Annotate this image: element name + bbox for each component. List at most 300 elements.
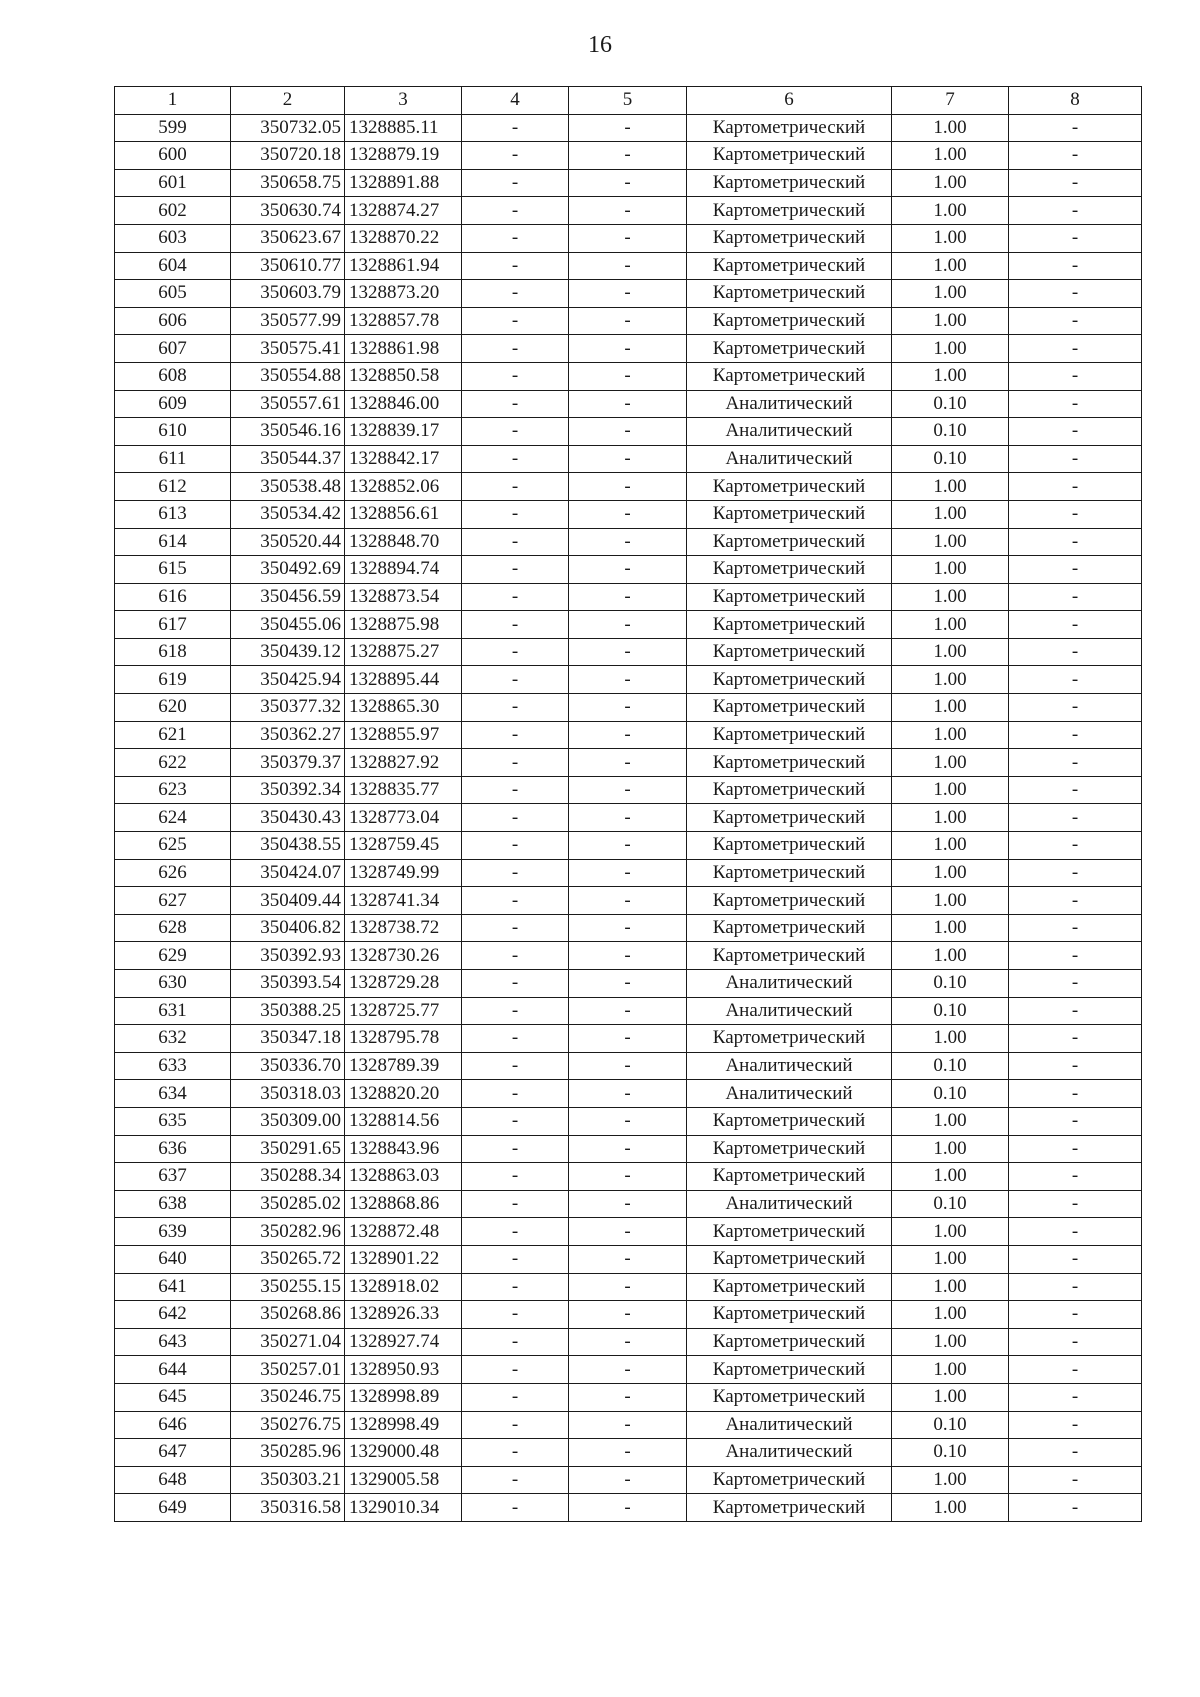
- column-4-cell: -: [462, 252, 569, 280]
- column-4-cell: -: [462, 1273, 569, 1301]
- x-coordinate-cell: 350388.25: [231, 997, 345, 1025]
- y-coordinate-cell: 1328894.74: [345, 556, 462, 584]
- table-body: [115, 114, 1142, 1521]
- column-4-cell: -: [462, 1328, 569, 1356]
- x-coordinate-cell: 350409.44: [231, 887, 345, 915]
- accuracy-cell: 0.10: [892, 997, 1009, 1025]
- column-8-cell: -: [1009, 832, 1142, 860]
- column-8-cell: -: [1009, 390, 1142, 418]
- x-coordinate-cell: 350658.75: [231, 169, 345, 197]
- point-number-cell: 619: [115, 666, 231, 694]
- accuracy-cell: 1.00: [892, 556, 1009, 584]
- column-5-cell: -: [569, 942, 687, 970]
- point-number-cell: 632: [115, 1025, 231, 1053]
- table-row: [115, 528, 1142, 556]
- column-5-cell: -: [569, 500, 687, 528]
- point-number-cell: 601: [115, 169, 231, 197]
- table-row: [115, 390, 1142, 418]
- column-4-cell: -: [462, 1494, 569, 1522]
- column-5-cell: -: [569, 1383, 687, 1411]
- column-header-7: 7: [892, 87, 1009, 115]
- column-8-cell: -: [1009, 749, 1142, 777]
- table-row: [115, 252, 1142, 280]
- table-row: [115, 1107, 1142, 1135]
- x-coordinate-cell: 350379.37: [231, 749, 345, 777]
- column-8-cell: -: [1009, 1411, 1142, 1439]
- column-5-cell: -: [569, 749, 687, 777]
- method-cell: Картометрический: [687, 1494, 892, 1522]
- y-coordinate-cell: 1328879.19: [345, 142, 462, 170]
- table-row: [115, 1080, 1142, 1108]
- method-cell: Картометрический: [687, 694, 892, 722]
- point-number-cell: 641: [115, 1273, 231, 1301]
- column-8-cell: -: [1009, 197, 1142, 225]
- y-coordinate-cell: 1328875.27: [345, 638, 462, 666]
- column-4-cell: -: [462, 335, 569, 363]
- y-coordinate-cell: 1329010.34: [345, 1494, 462, 1522]
- accuracy-cell: 1.00: [892, 1135, 1009, 1163]
- method-cell: Аналитический: [687, 970, 892, 998]
- column-5-cell: -: [569, 997, 687, 1025]
- column-5-cell: -: [569, 114, 687, 142]
- x-coordinate-cell: 350630.74: [231, 197, 345, 225]
- accuracy-cell: 1.00: [892, 942, 1009, 970]
- x-coordinate-cell: 350347.18: [231, 1025, 345, 1053]
- table-row: [115, 1218, 1142, 1246]
- column-4-cell: -: [462, 197, 569, 225]
- table-row: [115, 942, 1142, 970]
- column-4-cell: -: [462, 1190, 569, 1218]
- column-8-cell: -: [1009, 666, 1142, 694]
- y-coordinate-cell: 1328863.03: [345, 1163, 462, 1191]
- x-coordinate-cell: 350455.06: [231, 611, 345, 639]
- method-cell: Аналитический: [687, 1439, 892, 1467]
- column-8-cell: -: [1009, 114, 1142, 142]
- column-5-cell: -: [569, 224, 687, 252]
- table-row: [115, 1163, 1142, 1191]
- column-4-cell: -: [462, 114, 569, 142]
- point-number-cell: 613: [115, 500, 231, 528]
- y-coordinate-cell: 1328950.93: [345, 1356, 462, 1384]
- x-coordinate-cell: 350392.93: [231, 942, 345, 970]
- point-number-cell: 634: [115, 1080, 231, 1108]
- method-cell: Картометрический: [687, 914, 892, 942]
- table-row: [115, 169, 1142, 197]
- x-coordinate-cell: 350456.59: [231, 583, 345, 611]
- method-cell: Картометрический: [687, 749, 892, 777]
- column-4-cell: -: [462, 142, 569, 170]
- column-4-cell: -: [462, 473, 569, 501]
- y-coordinate-cell: 1328857.78: [345, 307, 462, 335]
- table-row: [115, 776, 1142, 804]
- column-4-cell: -: [462, 445, 569, 473]
- column-5-cell: -: [569, 1356, 687, 1384]
- x-coordinate-cell: 350316.58: [231, 1494, 345, 1522]
- method-cell: Картометрический: [687, 1107, 892, 1135]
- column-8-cell: -: [1009, 1494, 1142, 1522]
- point-number-cell: 646: [115, 1411, 231, 1439]
- point-number-cell: 612: [115, 473, 231, 501]
- table-row: [115, 749, 1142, 777]
- x-coordinate-cell: 350492.69: [231, 556, 345, 584]
- accuracy-cell: 1.00: [892, 804, 1009, 832]
- point-number-cell: 607: [115, 335, 231, 363]
- column-4-cell: -: [462, 721, 569, 749]
- column-8-cell: -: [1009, 1135, 1142, 1163]
- table-row: [115, 1135, 1142, 1163]
- y-coordinate-cell: 1328926.33: [345, 1301, 462, 1329]
- column-4-cell: -: [462, 776, 569, 804]
- column-5-cell: -: [569, 1025, 687, 1053]
- method-cell: Картометрический: [687, 1218, 892, 1246]
- accuracy-cell: 0.10: [892, 1080, 1009, 1108]
- column-8-cell: -: [1009, 1218, 1142, 1246]
- y-coordinate-cell: 1328861.94: [345, 252, 462, 280]
- y-coordinate-cell: 1328741.34: [345, 887, 462, 915]
- column-8-cell: -: [1009, 1356, 1142, 1384]
- table-row: [115, 859, 1142, 887]
- column-8-cell: -: [1009, 1190, 1142, 1218]
- accuracy-cell: 1.00: [892, 1218, 1009, 1246]
- table-row: [115, 1356, 1142, 1384]
- column-4-cell: -: [462, 1301, 569, 1329]
- y-coordinate-cell: 1328998.49: [345, 1411, 462, 1439]
- point-number-cell: 623: [115, 776, 231, 804]
- point-number-cell: 642: [115, 1301, 231, 1329]
- column-5-cell: -: [569, 1245, 687, 1273]
- column-5-cell: -: [569, 1301, 687, 1329]
- accuracy-cell: 1.00: [892, 721, 1009, 749]
- table-row: [115, 142, 1142, 170]
- column-4-cell: -: [462, 1025, 569, 1053]
- accuracy-cell: 1.00: [892, 280, 1009, 308]
- y-coordinate-cell: 1328874.27: [345, 197, 462, 225]
- column-5-cell: -: [569, 1163, 687, 1191]
- accuracy-cell: 1.00: [892, 1107, 1009, 1135]
- column-5-cell: -: [569, 252, 687, 280]
- column-8-cell: -: [1009, 1052, 1142, 1080]
- y-coordinate-cell: 1328789.39: [345, 1052, 462, 1080]
- table-row: [115, 224, 1142, 252]
- accuracy-cell: 1.00: [892, 169, 1009, 197]
- table-row: [115, 970, 1142, 998]
- column-5-cell: -: [569, 1190, 687, 1218]
- method-cell: Картометрический: [687, 611, 892, 639]
- column-4-cell: -: [462, 859, 569, 887]
- point-number-cell: 648: [115, 1466, 231, 1494]
- table-row: [115, 307, 1142, 335]
- accuracy-cell: 1.00: [892, 1163, 1009, 1191]
- column-8-cell: -: [1009, 307, 1142, 335]
- column-4-cell: -: [462, 942, 569, 970]
- column-8-cell: -: [1009, 1025, 1142, 1053]
- x-coordinate-cell: 350255.15: [231, 1273, 345, 1301]
- x-coordinate-cell: 350439.12: [231, 638, 345, 666]
- method-cell: Аналитический: [687, 1411, 892, 1439]
- point-number-cell: 637: [115, 1163, 231, 1191]
- accuracy-cell: 0.10: [892, 1439, 1009, 1467]
- column-5-cell: -: [569, 666, 687, 694]
- y-coordinate-cell: 1328861.98: [345, 335, 462, 363]
- table-row: [115, 721, 1142, 749]
- column-5-cell: -: [569, 1494, 687, 1522]
- method-cell: Картометрический: [687, 224, 892, 252]
- y-coordinate-cell: 1328850.58: [345, 362, 462, 390]
- table-row: [115, 362, 1142, 390]
- x-coordinate-cell: 350271.04: [231, 1328, 345, 1356]
- table-row: [115, 500, 1142, 528]
- point-number-cell: 615: [115, 556, 231, 584]
- column-header-2: 2: [231, 87, 345, 115]
- column-5-cell: -: [569, 583, 687, 611]
- table-row: [115, 1328, 1142, 1356]
- x-coordinate-cell: 350425.94: [231, 666, 345, 694]
- point-number-cell: 645: [115, 1383, 231, 1411]
- column-4-cell: -: [462, 1245, 569, 1273]
- column-4-cell: -: [462, 280, 569, 308]
- point-number-cell: 628: [115, 914, 231, 942]
- point-number-cell: 603: [115, 224, 231, 252]
- x-coordinate-cell: 350309.00: [231, 1107, 345, 1135]
- table-row: [115, 114, 1142, 142]
- method-cell: Картометрический: [687, 1025, 892, 1053]
- column-4-cell: -: [462, 362, 569, 390]
- y-coordinate-cell: 1328895.44: [345, 666, 462, 694]
- column-4-cell: -: [462, 1080, 569, 1108]
- column-8-cell: -: [1009, 970, 1142, 998]
- accuracy-cell: 1.00: [892, 776, 1009, 804]
- column-5-cell: -: [569, 307, 687, 335]
- accuracy-cell: 1.00: [892, 749, 1009, 777]
- column-5-cell: -: [569, 473, 687, 501]
- column-5-cell: -: [569, 804, 687, 832]
- column-5-cell: -: [569, 1273, 687, 1301]
- x-coordinate-cell: 350291.65: [231, 1135, 345, 1163]
- column-4-cell: -: [462, 307, 569, 335]
- y-coordinate-cell: 1328814.56: [345, 1107, 462, 1135]
- method-cell: Картометрический: [687, 721, 892, 749]
- x-coordinate-cell: 350577.99: [231, 307, 345, 335]
- y-coordinate-cell: 1328729.28: [345, 970, 462, 998]
- column-4-cell: -: [462, 1218, 569, 1246]
- column-4-cell: -: [462, 1466, 569, 1494]
- y-coordinate-cell: 1328773.04: [345, 804, 462, 832]
- column-4-cell: -: [462, 804, 569, 832]
- accuracy-cell: 0.10: [892, 418, 1009, 446]
- y-coordinate-cell: 1328885.11: [345, 114, 462, 142]
- column-5-cell: -: [569, 1052, 687, 1080]
- accuracy-cell: 1.00: [892, 694, 1009, 722]
- table-row: [115, 914, 1142, 942]
- table-row: [115, 1383, 1142, 1411]
- y-coordinate-cell: 1328873.20: [345, 280, 462, 308]
- column-5-cell: -: [569, 197, 687, 225]
- column-4-cell: -: [462, 749, 569, 777]
- method-cell: Картометрический: [687, 142, 892, 170]
- accuracy-cell: 1.00: [892, 500, 1009, 528]
- x-coordinate-cell: 350318.03: [231, 1080, 345, 1108]
- table-row: [115, 197, 1142, 225]
- point-number-cell: 629: [115, 942, 231, 970]
- y-coordinate-cell: 1328842.17: [345, 445, 462, 473]
- accuracy-cell: 1.00: [892, 335, 1009, 363]
- method-cell: Картометрический: [687, 638, 892, 666]
- x-coordinate-cell: 350377.32: [231, 694, 345, 722]
- point-number-cell: 639: [115, 1218, 231, 1246]
- column-8-cell: -: [1009, 169, 1142, 197]
- y-coordinate-cell: 1328725.77: [345, 997, 462, 1025]
- x-coordinate-cell: 350285.96: [231, 1439, 345, 1467]
- y-coordinate-cell: 1328856.61: [345, 500, 462, 528]
- point-number-cell: 620: [115, 694, 231, 722]
- point-number-cell: 626: [115, 859, 231, 887]
- point-number-cell: 647: [115, 1439, 231, 1467]
- x-coordinate-cell: 350406.82: [231, 914, 345, 942]
- method-cell: Картометрический: [687, 528, 892, 556]
- accuracy-cell: 0.10: [892, 390, 1009, 418]
- column-5-cell: -: [569, 1218, 687, 1246]
- column-8-cell: -: [1009, 280, 1142, 308]
- table-row: [115, 1025, 1142, 1053]
- y-coordinate-cell: 1329000.48: [345, 1439, 462, 1467]
- x-coordinate-cell: 350303.21: [231, 1466, 345, 1494]
- y-coordinate-cell: 1328827.92: [345, 749, 462, 777]
- y-coordinate-cell: 1328738.72: [345, 914, 462, 942]
- x-coordinate-cell: 350288.34: [231, 1163, 345, 1191]
- table-row: [115, 832, 1142, 860]
- method-cell: Картометрический: [687, 1466, 892, 1494]
- column-4-cell: -: [462, 390, 569, 418]
- x-coordinate-cell: 350534.42: [231, 500, 345, 528]
- point-number-cell: 611: [115, 445, 231, 473]
- column-8-cell: -: [1009, 445, 1142, 473]
- column-8-cell: -: [1009, 1163, 1142, 1191]
- column-8-cell: -: [1009, 721, 1142, 749]
- accuracy-cell: 1.00: [892, 1383, 1009, 1411]
- column-5-cell: -: [569, 832, 687, 860]
- y-coordinate-cell: 1328870.22: [345, 224, 462, 252]
- column-8-cell: -: [1009, 1301, 1142, 1329]
- method-cell: Картометрический: [687, 114, 892, 142]
- column-8-cell: -: [1009, 638, 1142, 666]
- x-coordinate-cell: 350720.18: [231, 142, 345, 170]
- y-coordinate-cell: 1328927.74: [345, 1328, 462, 1356]
- method-cell: Аналитический: [687, 418, 892, 446]
- accuracy-cell: 1.00: [892, 528, 1009, 556]
- column-8-cell: -: [1009, 335, 1142, 363]
- table-row: [115, 1052, 1142, 1080]
- point-number-cell: 636: [115, 1135, 231, 1163]
- point-number-cell: 616: [115, 583, 231, 611]
- point-number-cell: 640: [115, 1245, 231, 1273]
- column-4-cell: -: [462, 556, 569, 584]
- column-4-cell: -: [462, 1163, 569, 1191]
- column-header-3: 3: [345, 87, 462, 115]
- accuracy-cell: 1.00: [892, 473, 1009, 501]
- accuracy-cell: 1.00: [892, 362, 1009, 390]
- y-coordinate-cell: 1328820.20: [345, 1080, 462, 1108]
- accuracy-cell: 1.00: [892, 638, 1009, 666]
- accuracy-cell: 1.00: [892, 887, 1009, 915]
- method-cell: Аналитический: [687, 997, 892, 1025]
- table-header-row: [115, 87, 1142, 115]
- point-number-cell: 622: [115, 749, 231, 777]
- table-row: [115, 1245, 1142, 1273]
- method-cell: Картометрический: [687, 832, 892, 860]
- accuracy-cell: 1.00: [892, 114, 1009, 142]
- y-coordinate-cell: 1328918.02: [345, 1273, 462, 1301]
- accuracy-cell: 1.00: [892, 914, 1009, 942]
- x-coordinate-cell: 350246.75: [231, 1383, 345, 1411]
- table-row: [115, 1411, 1142, 1439]
- y-coordinate-cell: 1328749.99: [345, 859, 462, 887]
- x-coordinate-cell: 350575.41: [231, 335, 345, 363]
- point-number-cell: 610: [115, 418, 231, 446]
- accuracy-cell: 1.00: [892, 1494, 1009, 1522]
- method-cell: Картометрический: [687, 804, 892, 832]
- method-cell: Картометрический: [687, 776, 892, 804]
- column-4-cell: -: [462, 694, 569, 722]
- column-8-cell: -: [1009, 473, 1142, 501]
- method-cell: Картометрический: [687, 666, 892, 694]
- point-number-cell: 618: [115, 638, 231, 666]
- column-8-cell: -: [1009, 224, 1142, 252]
- column-8-cell: -: [1009, 528, 1142, 556]
- table-row: [115, 611, 1142, 639]
- table-row: [115, 418, 1142, 446]
- accuracy-cell: 1.00: [892, 583, 1009, 611]
- column-8-cell: -: [1009, 1107, 1142, 1135]
- point-number-cell: 608: [115, 362, 231, 390]
- column-5-cell: -: [569, 169, 687, 197]
- point-number-cell: 599: [115, 114, 231, 142]
- y-coordinate-cell: 1328875.98: [345, 611, 462, 639]
- method-cell: Картометрический: [687, 1383, 892, 1411]
- accuracy-cell: 0.10: [892, 1411, 1009, 1439]
- accuracy-cell: 1.00: [892, 859, 1009, 887]
- x-coordinate-cell: 350520.44: [231, 528, 345, 556]
- point-number-cell: 600: [115, 142, 231, 170]
- point-number-cell: 630: [115, 970, 231, 998]
- column-4-cell: -: [462, 1107, 569, 1135]
- method-cell: Аналитический: [687, 445, 892, 473]
- point-number-cell: 631: [115, 997, 231, 1025]
- column-8-cell: -: [1009, 1383, 1142, 1411]
- accuracy-cell: 1.00: [892, 611, 1009, 639]
- x-coordinate-cell: 350544.37: [231, 445, 345, 473]
- table-row: [115, 1301, 1142, 1329]
- column-4-cell: -: [462, 418, 569, 446]
- accuracy-cell: 1.00: [892, 666, 1009, 694]
- column-8-cell: -: [1009, 942, 1142, 970]
- x-coordinate-cell: 350554.88: [231, 362, 345, 390]
- method-cell: Картометрический: [687, 169, 892, 197]
- column-5-cell: -: [569, 914, 687, 942]
- method-cell: Картометрический: [687, 307, 892, 335]
- x-coordinate-cell: 350732.05: [231, 114, 345, 142]
- method-cell: Картометрический: [687, 1245, 892, 1273]
- y-coordinate-cell: 1328835.77: [345, 776, 462, 804]
- method-cell: Картометрический: [687, 1273, 892, 1301]
- accuracy-cell: 1.00: [892, 1025, 1009, 1053]
- column-8-cell: -: [1009, 142, 1142, 170]
- accuracy-cell: 0.10: [892, 970, 1009, 998]
- column-4-cell: -: [462, 1135, 569, 1163]
- column-5-cell: -: [569, 418, 687, 446]
- column-4-cell: -: [462, 914, 569, 942]
- y-coordinate-cell: 1328852.06: [345, 473, 462, 501]
- column-5-cell: -: [569, 970, 687, 998]
